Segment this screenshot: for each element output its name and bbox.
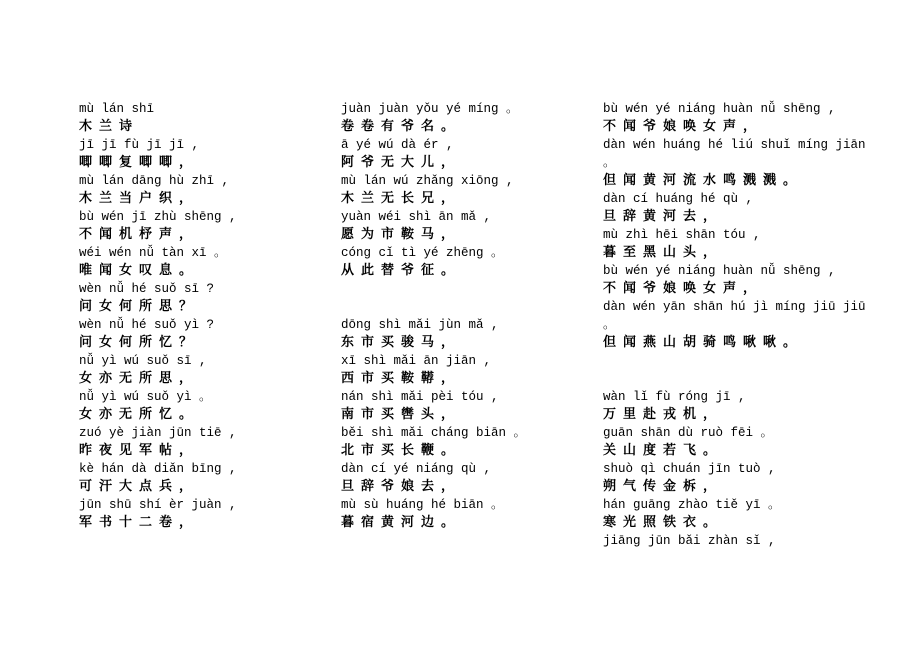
hanzi-line: 不闻爷娘唤女声， [603, 281, 764, 296]
stanza-3a [603, 100, 903, 352]
pinyin-line: shuò qì chuán jīn tuò , [603, 462, 776, 476]
hanzi-line: 可汗大点兵， [79, 479, 200, 494]
hanzi-line: 昨夜见军帖， [79, 443, 200, 458]
stanza-gap [341, 280, 581, 316]
pinyin-line: jiāng jūn bǎi zhàn sǐ , [603, 534, 776, 548]
pinyin-line: xī shì mǎi ān jiān , [341, 354, 492, 368]
hanzi-line: 唯闻女叹息。 [79, 263, 200, 278]
hanzi-line: 寒光照铁衣。 [603, 515, 724, 530]
hanzi-line: 不闻机杼声， [79, 227, 200, 242]
hanzi-line: 暮宿黄河边。 [341, 515, 462, 530]
pinyin-line: ā yé wú dà ér , [341, 138, 454, 152]
pinyin-line: zuó yè jiàn jūn tiē , [79, 426, 237, 440]
hanzi-line: 旦辞爷娘去， [341, 479, 462, 494]
hanzi-line: 万里赴戎机， [603, 407, 724, 422]
pinyin-line: hán guāng zhào tiě yī 。 [603, 498, 781, 512]
pinyin-line: dōng shì mǎi jùn mǎ , [341, 318, 499, 332]
pinyin-line: dàn cí yé niáng qù , [341, 462, 492, 476]
pinyin-line: guān shān dù ruò fēi 。 [603, 426, 774, 440]
column-2 [341, 100, 581, 532]
pinyin-line: mù lán wú zhǎng xiōng , [341, 174, 514, 188]
stanza-2b [341, 316, 581, 532]
hanzi-line: 女亦无所思， [79, 371, 200, 386]
pinyin-line: dàn wén huáng hé liú shuǐ míng jiān [603, 138, 866, 152]
hanzi-line: 暮至黑山头， [603, 245, 724, 260]
hanzi-line: 木兰无长兄， [341, 191, 462, 206]
pinyin-line: kè hán dà diǎn bīng , [79, 462, 237, 476]
hanzi-line: 木兰诗 [79, 119, 140, 134]
pinyin-line: wàn lǐ fù róng jī , [603, 390, 746, 404]
pinyin-line: mù lán shī [79, 102, 155, 116]
hanzi-line: 但闻黄河流水鸣溅溅。 [603, 173, 804, 188]
pinyin-line: wèn nǚ hé suǒ sī ? [79, 282, 215, 296]
pinyin-line: jī jī fù jī jī , [79, 138, 200, 152]
hanzi-line: 唧唧复唧唧， [79, 155, 200, 170]
pinyin-line: bù wén yé niáng huàn nǚ shēng , [603, 102, 836, 116]
pinyin-line: bù wén yé niáng huàn nǚ shēng , [603, 264, 836, 278]
hanzi-line: 朔气传金柝， [603, 479, 724, 494]
pinyin-line: yuàn wéi shì ān mǎ , [341, 210, 492, 224]
hanzi-line: 旦辞黄河去， [603, 209, 724, 224]
hanzi-line: 南市买辔头， [341, 407, 462, 422]
pinyin-line: 。 [603, 318, 616, 332]
column-3 [603, 100, 903, 550]
hanzi-line: 北市买长鞭。 [341, 443, 462, 458]
stanza-2a [341, 100, 581, 280]
pinyin-line: juàn juàn yǒu yé míng 。 [341, 102, 519, 116]
hanzi-line: 但闻燕山胡骑鸣啾啾。 [603, 335, 804, 350]
pinyin-line: 。 [603, 156, 616, 170]
hanzi-line: 军书十二卷， [79, 515, 200, 530]
hanzi-line: 西市买鞍鞯， [341, 371, 462, 386]
hanzi-line: 关山度若飞。 [603, 443, 724, 458]
pinyin-line: cóng cǐ tì yé zhēng 。 [341, 246, 504, 260]
pinyin-line: mù zhì hēi shān tóu , [603, 228, 761, 242]
hanzi-line: 愿为市鞍马， [341, 227, 462, 242]
hanzi-line: 问女何所忆？ [79, 335, 200, 350]
pinyin-line: nǚ yì wú suǒ sī , [79, 354, 207, 368]
hanzi-line: 卷卷有爷名。 [341, 119, 462, 134]
hanzi-line: 东市买骏马， [341, 335, 462, 350]
hanzi-line: 木兰当户织， [79, 191, 200, 206]
pinyin-line: wèn nǚ hé suǒ yì ? [79, 318, 215, 332]
pinyin-line: mù lán dāng hù zhī , [79, 174, 230, 188]
hanzi-line: 阿爷无大儿， [341, 155, 462, 170]
pinyin-line: dàn cí huáng hé qù , [603, 192, 754, 206]
pinyin-line: běi shì mǎi cháng biān 。 [341, 426, 527, 440]
pinyin-line: nǚ yì wú suǒ yì 。 [79, 390, 212, 404]
pinyin-line: bù wén jī zhù shēng , [79, 210, 237, 224]
hanzi-line: 女亦无所忆。 [79, 407, 200, 422]
pinyin-line: dàn wén yān shān hú jì míng jiū jiū [603, 300, 866, 314]
stanza-3b [603, 388, 903, 550]
hanzi-line: 问女何所思？ [79, 299, 200, 314]
column-1 [79, 100, 319, 532]
pinyin-line: mù sù huáng hé biān 。 [341, 498, 504, 512]
pinyin-line: nán shì mǎi pèi tóu , [341, 390, 499, 404]
hanzi-line: 不闻爷娘唤女声， [603, 119, 764, 134]
stanza-gap [603, 352, 903, 388]
hanzi-line: 从此替爷征。 [341, 263, 462, 278]
pinyin-line: wéi wén nǚ tàn xī 。 [79, 246, 227, 260]
pinyin-line: jūn shū shí èr juàn , [79, 498, 237, 512]
